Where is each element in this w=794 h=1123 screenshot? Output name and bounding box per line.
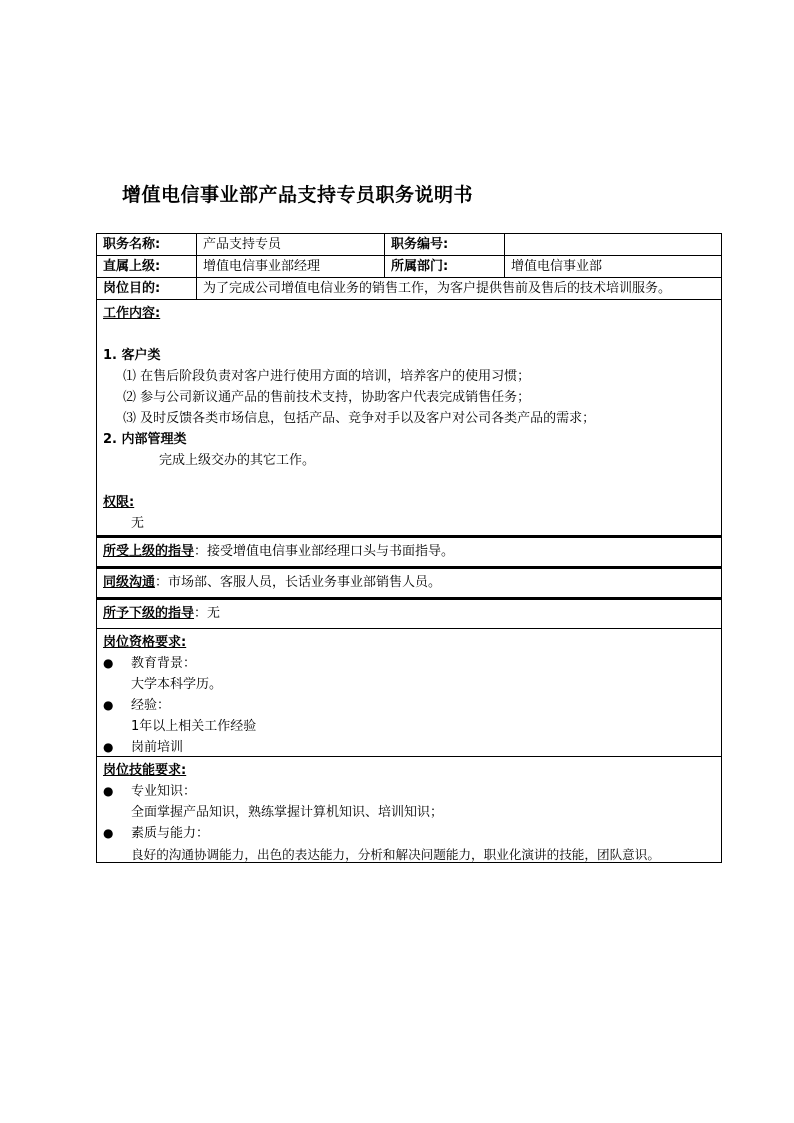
skill-quality-ability: 素质与能力： xyxy=(131,826,210,841)
bullet-icon: ● xyxy=(103,784,114,798)
job-name-value: 产品支持专员 xyxy=(197,234,385,255)
row-job-name xyxy=(97,234,721,256)
authority-value: 无 xyxy=(131,516,145,531)
skill-professional-knowledge: 专业知识： xyxy=(131,784,197,799)
category-customer: 1. 客户类 xyxy=(103,348,161,363)
work-item: ⑵ 参与公司新议通产品的售前技术支持，协助客户代表完成销售任务； xyxy=(123,390,531,405)
section-guidance-from xyxy=(97,536,721,567)
list-item xyxy=(103,737,715,758)
list-item xyxy=(103,695,715,716)
department-value: 增值电信事业部 xyxy=(511,259,603,274)
skills-heading: 岗位技能要求: xyxy=(103,763,187,778)
job-name-label: 职务名称: xyxy=(97,234,197,255)
job-number-label: 职务编号: xyxy=(385,234,505,255)
guidance-to-label: 所予下级的指导 xyxy=(103,606,195,621)
skill-professional-knowledge-detail: 全面掌握产品知识，熟练掌握计算机知识、培训知识； xyxy=(131,805,444,820)
purpose-label: 岗位目的: xyxy=(97,278,197,299)
category-internal: 2. 内部管理类 xyxy=(103,432,187,447)
list-item xyxy=(103,781,715,802)
section-peer-communication xyxy=(97,567,721,598)
superior-value: 增值电信事业部经理 xyxy=(197,256,385,277)
row-purpose xyxy=(97,278,721,300)
document-title: 增值电信事业部产品支持专员职务说明书 xyxy=(122,184,474,206)
bullet-icon: ● xyxy=(103,826,114,840)
work-content-heading: 工作内容: xyxy=(103,306,161,321)
guidance-from-label: 所受上级的指导 xyxy=(103,544,195,559)
section-skills xyxy=(97,757,721,862)
section-qualifications xyxy=(97,629,721,757)
list-item xyxy=(103,653,715,674)
bullet-icon: ● xyxy=(103,656,114,670)
work-item: ⑴ 在售后阶段负责对客户进行使用方面的培训，培养客户的使用习惯； xyxy=(123,369,531,384)
peer-communication-label: 同级沟通 xyxy=(103,575,156,590)
row-superior xyxy=(97,256,721,278)
qualification-experience-detail: 1年以上相关工作经验 xyxy=(131,719,257,734)
qualification-experience: 经验： xyxy=(131,698,171,713)
list-item xyxy=(103,823,715,844)
work-item: 完成上级交办的其它工作。 xyxy=(159,453,316,468)
guidance-to-value: ：无 xyxy=(194,606,221,621)
bullet-icon: ● xyxy=(103,698,114,712)
authority-heading: 权限: xyxy=(103,495,135,510)
peer-communication-value: ：市场部、客服人员，长话业务事业部销售人员。 xyxy=(155,575,442,590)
qualification-education-detail: 大学本科学历。 xyxy=(131,677,223,692)
job-number-value xyxy=(505,234,721,255)
bullet-icon: ● xyxy=(103,740,114,754)
department-label: 所属部门: xyxy=(385,256,505,277)
qualifications-heading: 岗位资格要求: xyxy=(103,635,187,650)
work-item: ⑶ 及时反馈各类市场信息，包括产品、竞争对手以及客户对公司各类产品的需求； xyxy=(123,411,596,426)
qualification-education: 教育背景： xyxy=(131,656,197,671)
section-work-content xyxy=(97,300,721,536)
purpose-value: 为了完成公司增值电信业务的销售工作，为客户提供售前及售后的技术培训服务。 xyxy=(203,281,672,296)
skill-quality-ability-detail: 良好的沟通协调能力，出色的表达能力，分析和解决问题能力，职业化演讲的技能，团队意识。 xyxy=(131,847,660,862)
section-guidance-to xyxy=(97,598,721,629)
job-description-table xyxy=(96,233,722,863)
qualification-training: 岗前培训 xyxy=(131,740,184,755)
guidance-from-value: ：接受增值电信事业部经理口头与书面指导。 xyxy=(194,544,455,559)
superior-label: 直属上级: xyxy=(97,256,197,277)
